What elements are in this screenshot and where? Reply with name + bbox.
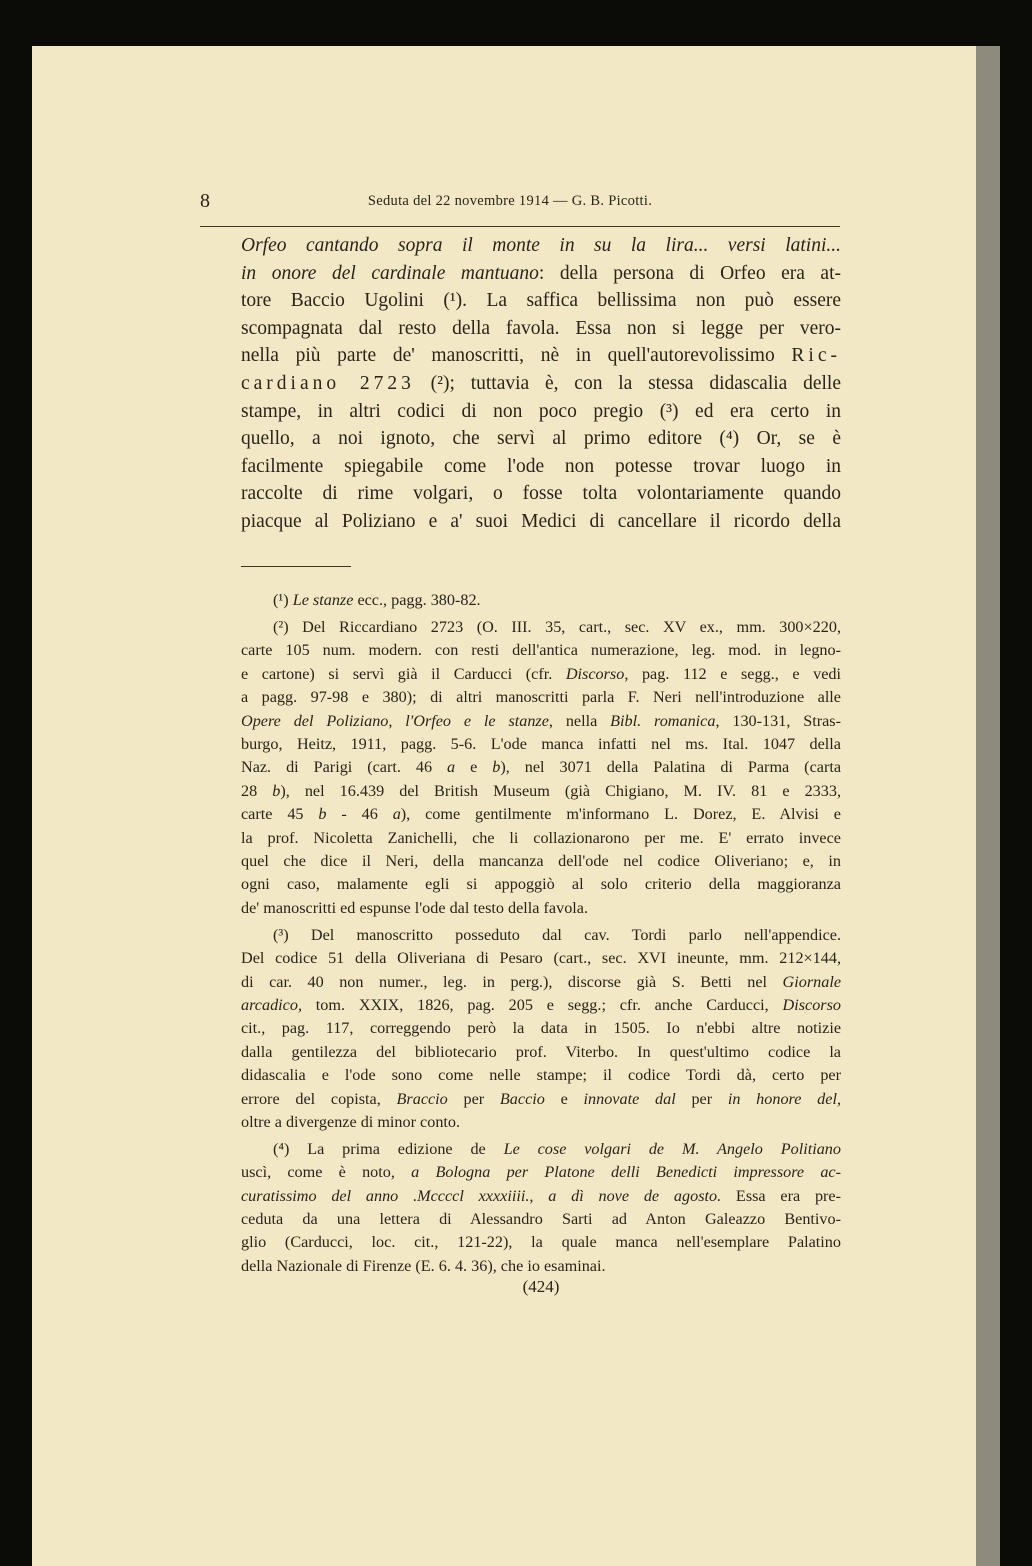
text-segment: di car. 40 non numer., leg. in perg.), discorse già S. Betti nel — [241, 972, 783, 991]
text-segment: per — [447, 1089, 500, 1108]
text-segment: arcadico, — [241, 995, 302, 1014]
text-segment: Discorso — [782, 995, 841, 1014]
footnote-separator — [241, 566, 351, 567]
text-line — [241, 398, 841, 426]
text-segment: curatissimo del anno .Mccccl xxxxiiii., a dì nove de agosto. — [241, 1186, 722, 1205]
text-segment: Giornale — [782, 972, 841, 991]
text-segment: tom. XXIX, 1826, pag. 205 e segg.; cfr. anche Carducci, — [302, 995, 783, 1014]
text-segment: Le cose volgari de M. Angelo Politiano — [503, 1139, 841, 1158]
text-line — [241, 663, 841, 686]
text-segment: ), nel 3071 della Palatina di Parma (carta — [500, 758, 842, 777]
original-page-label: (424) — [522, 1277, 560, 1296]
text-segment: , nella — [548, 711, 611, 730]
text-segment: cardiano 2723 — [241, 372, 415, 394]
footnote-4 — [241, 1138, 841, 1278]
text-line — [241, 850, 841, 873]
text-line — [241, 1208, 841, 1231]
text-line — [241, 260, 841, 288]
text-line — [241, 425, 841, 453]
text-line — [241, 733, 841, 756]
text-segment: Discorso — [565, 664, 625, 683]
text-segment: Opere del Poliziano, l'Orfeo e le stanze — [241, 711, 549, 730]
text-segment: quello, a noi ignoto, che servì al primo editore (⁴) Or, se è — [241, 428, 841, 450]
text-segment: cit., pag. 117, correggendo però la data in 1505. Io n'ebbi altre notizie — [241, 1019, 841, 1038]
text-segment: Bibl. romanica — [610, 711, 716, 730]
text-segment: Del codice 51 della Oliveriana di Pesaro (cart., sec. XVI ineunte, mm. 212×144, — [241, 949, 841, 968]
text-segment: (²); tuttavia è, con la stessa didascalia delle — [414, 372, 841, 394]
text-segment: - 46 — [326, 805, 393, 824]
text-line — [241, 897, 841, 920]
text-line — [241, 639, 841, 662]
text-line — [241, 508, 841, 536]
text-segment: Orfeo cantando sopra il monte in su la lira... versi latini... — [241, 235, 841, 256]
text-line — [241, 1255, 841, 1278]
text-segment: ), come gentilmente m'informano L. Dorez, E. Alvisi e — [400, 805, 841, 824]
text-line — [241, 710, 841, 733]
text-segment: quel che dice il Neri, della mancanza dell'ode nel codice Oliveriano; e, in — [241, 851, 841, 870]
text-segment: b — [492, 758, 501, 777]
text-line — [241, 827, 841, 850]
text-segment: ceduta da una lettera di Alessandro Sarti ad Anton Galeazzo Bentivo- — [241, 1210, 841, 1229]
text-segment: Ric- — [791, 345, 841, 367]
text-segment: a — [392, 805, 401, 824]
text-segment: ogni caso, malamente egli si appoggiò al solo criterio della maggioranza — [241, 875, 841, 894]
text-segment: Naz. di Parigi (cart. 46 — [241, 758, 448, 777]
text-line — [241, 1041, 841, 1064]
text-segment: uscì, come è noto, — [241, 1163, 412, 1182]
footnote-1 — [241, 589, 841, 612]
text-segment: de' manoscritti ed espunse l'ode dal testo della favola. — [241, 898, 589, 917]
text-segment: (³) Del manoscritto posseduto dal cav. Tordi parlo nell'appendice. — [273, 925, 841, 944]
text-segment: della Nazionale di Firenze (E. 6. 4. 36), che io esaminai. — [241, 1256, 606, 1275]
text-line — [241, 924, 841, 947]
text-segment: Baccio — [499, 1089, 545, 1108]
text-segment: (²) Del Riccardiano 2723 (O. III. 35, cart., sec. XV ex., mm. 300×220, — [273, 617, 841, 636]
text-line — [241, 1088, 841, 1111]
text-line — [241, 803, 841, 826]
footnote-3 — [241, 924, 841, 1135]
text-segment: ecc., pagg. 380-82. — [353, 591, 481, 609]
text-segment: , 130-131, Stras- — [715, 711, 841, 730]
text-segment: : della persona di Orfeo era at- — [538, 262, 841, 284]
text-line — [241, 287, 841, 315]
text-segment: innovate dal — [583, 1089, 676, 1108]
text-line — [241, 780, 841, 803]
text-segment: piacque al Poliziano e a' suoi Medici di cancellare il ricordo della — [241, 510, 841, 532]
text-segment: oltre a divergenze di minor conto. — [241, 1112, 461, 1131]
text-segment: tore Baccio Ugolini (¹). La saffica bellissima non può essere — [241, 290, 841, 312]
text-segment: stampe, in altri codici di non poco pregio (³) ed era certo in — [241, 400, 841, 422]
footnote-2 — [241, 616, 841, 920]
page-edge — [976, 46, 1000, 1566]
text-line — [241, 453, 841, 481]
text-line — [241, 1185, 841, 1208]
text-line — [241, 994, 841, 1017]
text-segment: in honore del, — [727, 1089, 841, 1108]
text-segment: a — [447, 758, 456, 777]
text-segment: carte 105 num. modern. con resti dell'antica numerazione, leg. mod. in legno- — [241, 641, 841, 660]
text-segment: (¹) — [273, 591, 293, 609]
text-segment: scompagnata dal resto della favola. Essa non si legge per vero- — [241, 317, 841, 339]
text-segment: Braccio — [396, 1089, 448, 1108]
text-line — [241, 1138, 841, 1161]
text-segment: nella più parte de' manoscritti, nè in quell'autorevolissimo — [241, 345, 792, 367]
text-segment: a Bologna per Platone delli Benedicti impressore ac- — [411, 1163, 842, 1182]
text-line — [241, 756, 841, 779]
text-segment: errore del copista, — [241, 1089, 397, 1108]
text-segment: glio (Carducci, loc. cit., 121-22), la quale manca nell'esemplare Palatino — [241, 1233, 841, 1252]
text-line — [241, 342, 841, 370]
text-segment: b — [272, 781, 281, 800]
running-title: Seduta del 22 novembre 1914 — G. B. Picotti. — [367, 193, 653, 209]
text-segment: facilmente spiegabile come l'ode non potesse trovar luogo in — [241, 455, 841, 477]
text-line — [241, 1017, 841, 1040]
text-segment: dalla gentilezza del bibliotecario prof. Viterbo. In quest'ultimo codice la — [241, 1042, 841, 1061]
text-segment: raccolte di rime volgari, o fosse tolta volontariamente quando — [241, 483, 841, 505]
text-line — [241, 1161, 841, 1184]
text-segment: (⁴) La prima edizione de — [273, 1139, 504, 1158]
page-number: 8 — [200, 190, 210, 212]
text-line — [241, 1111, 841, 1134]
text-segment: e — [544, 1089, 584, 1108]
text-line — [241, 232, 841, 260]
text-segment: burgo, Heitz, 1911, pagg. 5-6. L'ode manca infatti nel ms. Ital. 1047 della — [241, 734, 841, 753]
text-segment: b — [318, 805, 327, 824]
text-segment: e cartone) si servì già il Carducci (cfr. — [241, 664, 566, 683]
header-rule — [200, 226, 840, 227]
text-segment: Le stanze — [292, 591, 354, 609]
text-line — [241, 947, 841, 970]
text-segment: carte 45 — [241, 805, 319, 824]
text-segment: e — [455, 758, 493, 777]
text-line — [241, 480, 841, 508]
text-segment: 28 — [241, 781, 273, 800]
text-segment: Essa era pre- — [721, 1186, 841, 1205]
text-segment: ), nel 16.439 del British Museum (già Chigiano, M. IV. 81 e 2333, — [280, 781, 842, 800]
footnotes — [241, 589, 841, 1282]
body-text — [241, 232, 841, 536]
text-segment: a pagg. 97-98 e 380); di altri manoscritti parla F. Neri nell'introduzione alle — [241, 688, 841, 707]
text-line — [241, 616, 841, 639]
text-segment: , pag. 112 e segg., e vedi — [624, 664, 841, 683]
text-line — [241, 315, 841, 343]
text-line — [241, 873, 841, 896]
text-line — [241, 1231, 841, 1254]
text-line — [241, 686, 841, 709]
text-line — [241, 971, 841, 994]
text-line — [241, 1064, 841, 1087]
text-segment: didascalia e l'ode sono come nelle stampe; il codice Tordi dà, certo per — [241, 1066, 841, 1085]
text-line — [241, 370, 841, 398]
text-segment: in onore del cardinale mantuano — [241, 262, 539, 284]
text-segment: la prof. Nicoletta Zanichelli, che li collazionarono per me. E' errato invece — [241, 828, 841, 847]
text-segment: per — [675, 1089, 728, 1108]
text-line — [241, 589, 841, 612]
